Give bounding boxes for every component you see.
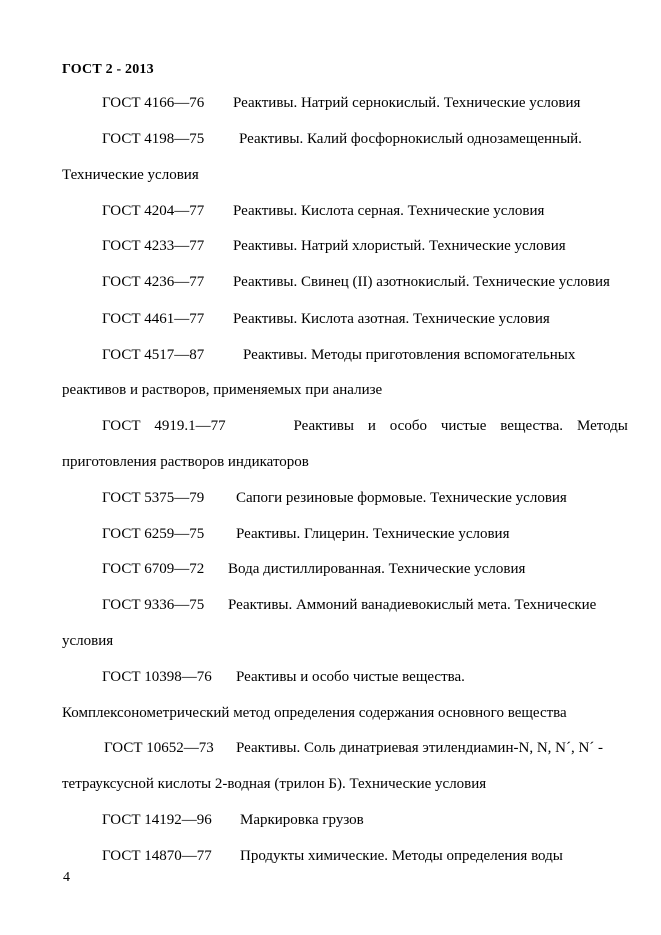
standard-code: ГОСТ 14192—96 [102, 812, 212, 828]
standard-code: ГОСТ 4233—77 [102, 238, 205, 254]
standard-title-word: и [367, 418, 376, 434]
standard-title: Сапоги резиновые формовые. Технические условия [236, 490, 567, 506]
standard-code: ГОСТ 6709—72 [102, 561, 205, 577]
standard-title-word: чистые [440, 418, 487, 434]
standard-code: ГОСТ 9336—75 [102, 597, 205, 613]
standard-title-word: вещества. [500, 418, 564, 434]
standard-code: ГОСТ 14870—77 [102, 848, 212, 864]
standard-title-continuation: приготовления растворов индикаторов [62, 454, 309, 470]
document-header: ГОСТ 2 - 2013 [62, 62, 154, 77]
standard-title: Реактивы. Натрий сернокислый. Технические условия [233, 95, 581, 111]
standard-code: ГОСТ 5375—79 [102, 490, 205, 506]
standard-code: ГОСТ 10652—73 [104, 740, 214, 756]
standard-title: Реактивы. Свинец (II) азотнокислый. Технические условия [233, 274, 610, 290]
standard-title: Реактивы. Глицерин. Технические условия [236, 526, 510, 542]
standard-code-word: 4919.1—77 [154, 418, 226, 434]
page-number: 4 [63, 870, 70, 885]
standard-title-continuation: Комплексонометрический метод определения содержания основного вещества [62, 705, 567, 721]
standard-title-continuation: условия [62, 633, 114, 649]
standard-code: ГОСТ 4236—77 [102, 274, 205, 290]
standard-title: Маркировка грузов [240, 812, 364, 828]
justified-line [102, 417, 628, 435]
standard-title: Реактивы. Натрий хлористый. Технические условия [233, 238, 566, 254]
standard-title-continuation: Технические условия [62, 167, 199, 183]
standard-title-word: особо [389, 418, 427, 434]
standard-code: ГОСТ 6259—75 [102, 526, 205, 542]
standard-title: Реактивы. Калий фосфорнокислый однозамещенный. [239, 131, 582, 147]
standard-title: Реактивы. Кислота азотная. Технические условия [233, 311, 550, 327]
standard-code: ГОСТ 10398—76 [102, 669, 212, 685]
standard-code: ГОСТ 4461—77 [102, 311, 205, 327]
standard-title: Реактивы. Аммоний ванадиевокислый мета. Технические [228, 597, 597, 613]
standard-title: Продукты химические. Методы определения воды [240, 848, 563, 864]
standard-title: Реактивы и особо чистые вещества. [236, 669, 465, 685]
spacer [240, 417, 280, 435]
standard-code: ГОСТ 4204—77 [102, 203, 205, 219]
standard-title: Вода дистиллированная. Технические условия [228, 561, 526, 577]
standard-code-word: ГОСТ [102, 418, 141, 434]
standard-title: Реактивы. Методы приготовления вспомогательных [243, 347, 576, 363]
standard-title: Реактивы. Кислота серная. Технические условия [233, 203, 545, 219]
standard-title: Реактивы. Соль динатриевая этилендиамин-N, N, N´, N´ - [236, 740, 604, 756]
standard-code: ГОСТ 4517—87 [102, 347, 205, 363]
standard-title-word: Реактивы [293, 418, 354, 434]
standard-code: ГОСТ 4198—75 [102, 131, 205, 147]
standard-title-continuation: реактивов и растворов, применяемых при анализе [62, 382, 383, 398]
standard-code: ГОСТ 4166—76 [102, 95, 205, 111]
standard-title-word: Методы [576, 418, 628, 434]
standard-title-continuation: тетрауксусной кислоты 2-водная (трилон Б). Технические условия [62, 776, 487, 792]
